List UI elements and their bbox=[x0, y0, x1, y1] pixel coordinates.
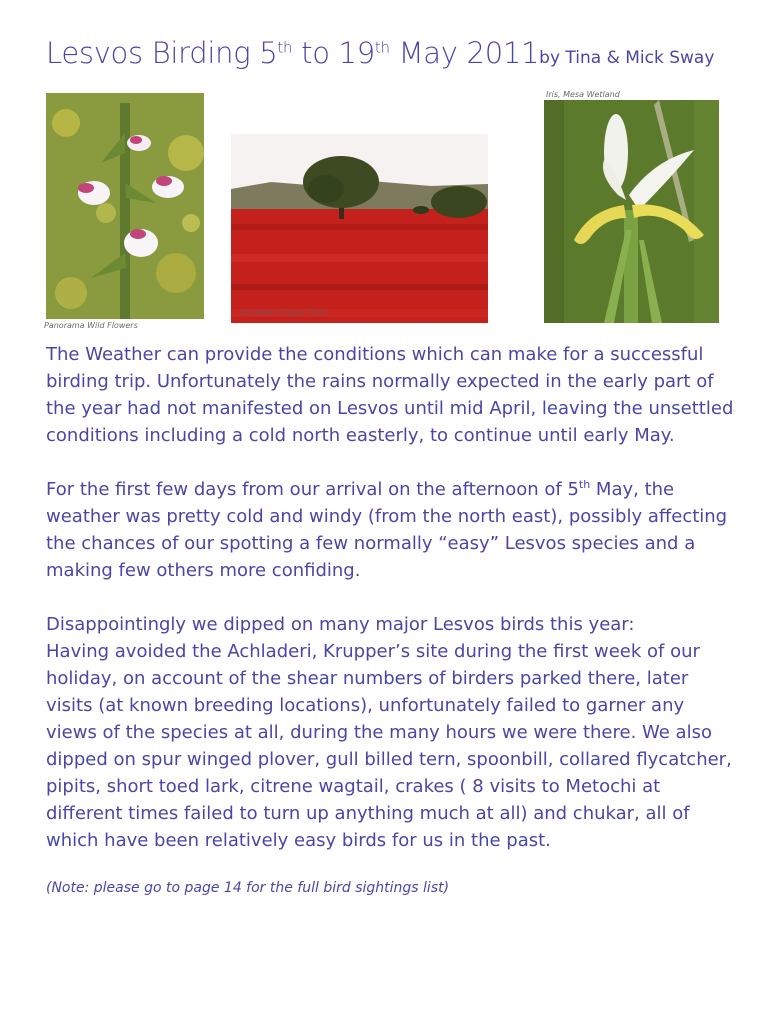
poppy-field-photo bbox=[231, 134, 488, 323]
title-part1: Lesvos Birding 5 bbox=[46, 36, 278, 70]
page-title bbox=[46, 36, 714, 70]
paragraph-arrival-part2: May, the weather was pretty cold and windy (from the north east), possibly affecting the chances of our spotting a few normally “easy” Lesvos species and a making few others more confiding. bbox=[46, 479, 728, 581]
title-part2: to 19 bbox=[292, 36, 375, 70]
iris-image bbox=[544, 100, 719, 323]
paragraph-weather: The Weather can provide the conditions which can make for a successful birding trip. Unfortunately the rains normally expected in the early part of the year had not manifested on Lesvos until mid April, leaving the unsettled conditions including a cold north easterly, to continue until early May. bbox=[46, 344, 734, 446]
paragraph-arrival bbox=[46, 476, 736, 584]
paragraph-dipped-intro: Disappointingly we dipped on many major Lesvos birds this year: bbox=[46, 614, 635, 635]
title-part3: May 2011 bbox=[389, 36, 540, 70]
iris-caption: Iris, Mesa Wetland bbox=[546, 90, 620, 99]
poppy-field-caption: Achladeri Poppy Field bbox=[240, 308, 327, 317]
title-sup2: th bbox=[374, 38, 390, 57]
paragraph-arrival-sup: th bbox=[578, 478, 591, 491]
wild-flowers-caption: Panorama Wild Flowers bbox=[44, 321, 138, 330]
title-sup1: th bbox=[277, 38, 293, 57]
paragraph-arrival-part1: For the first few days from our arrival on the afternoon of 5 bbox=[46, 479, 579, 500]
wild-flowers-image bbox=[46, 93, 204, 319]
paragraph-dipped bbox=[46, 611, 736, 854]
iris-photo bbox=[544, 100, 719, 323]
paragraph-dipped-body: Having avoided the Achladeri, Krupper’s site during the first week of our holiday, on account of the shear numbers of birders parked there, later visits (at known breeding locations), unfortunately failed to garner any views of the species at all, during the many hours we were there. We also dipped on spur winged plover, gull billed tern, spoonbill, collared flycatcher, pipits, short toed lark, citrene wagtail, crakes ( 8 visits to Metochi at different times failed to turn up anything much at all) and chukar, all of which have been relatively easy birds for us in the past. bbox=[46, 641, 732, 851]
poppy-field-image bbox=[231, 134, 488, 323]
title-byline: by Tina & Mick Sway bbox=[539, 48, 715, 68]
title-main bbox=[46, 36, 539, 70]
sightings-note: (Note: please go to page 14 for the full bird sightings list) bbox=[46, 880, 450, 896]
wild-flowers-photo bbox=[46, 93, 204, 319]
